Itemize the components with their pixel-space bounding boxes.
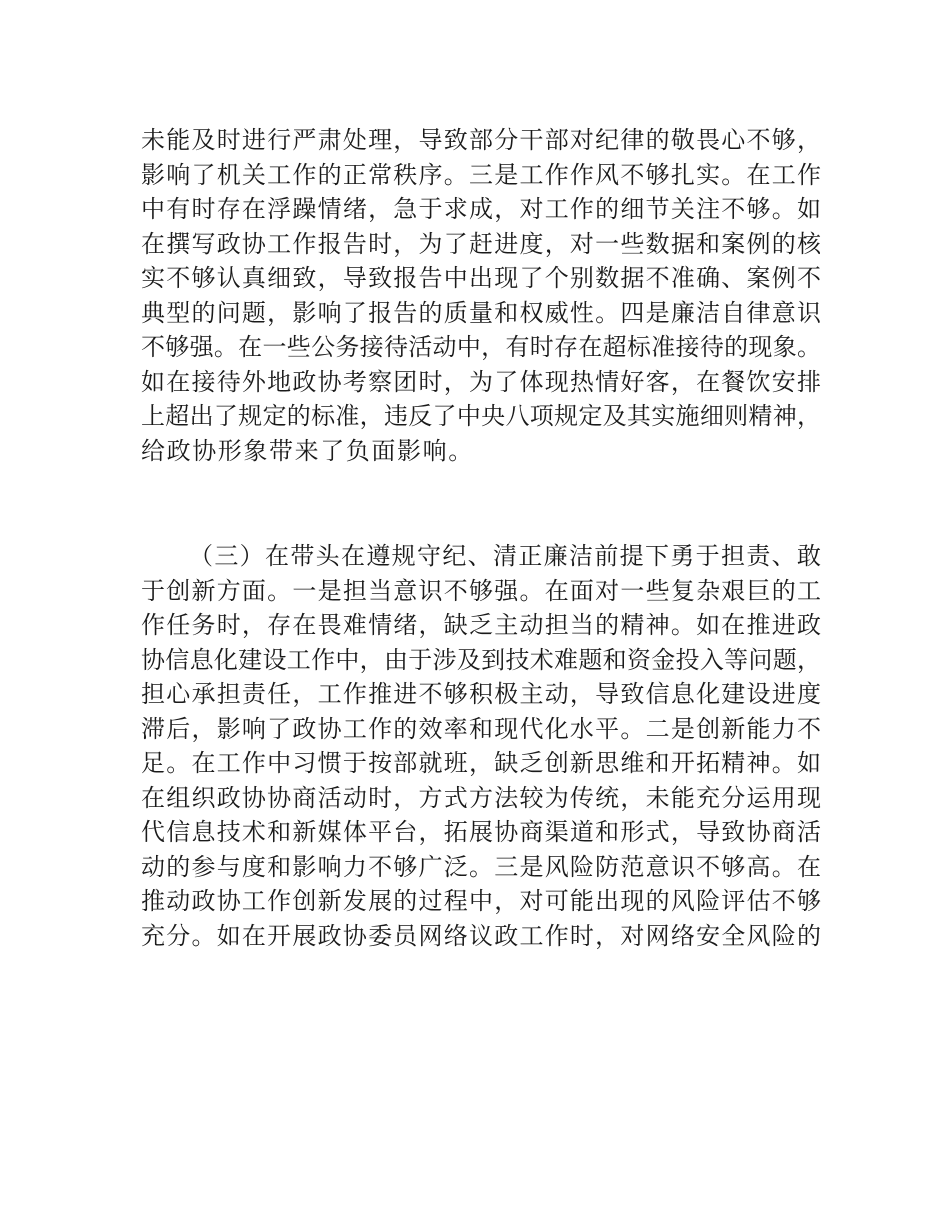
text-line: 给政协形象带来了负面影响。 xyxy=(141,436,474,465)
text-line: 担心承担责任，工作推进不够积极主动，导致信息化建设进度 xyxy=(141,680,821,708)
text-line: 作任务时，存在畏难情绪，缺乏主动担当的精神。如在推进政 xyxy=(141,611,821,639)
text-line: 充分。如在开展政协委员网络议政工作时，对网络安全风险的 xyxy=(141,921,821,950)
text-line: 协信息化建设工作中，由于涉及到技术难题和资金投入等问题， xyxy=(141,645,821,674)
text-line: 动的参与度和影响力不够广泛。三是风险防范意识不够高。在 xyxy=(141,852,821,881)
text-line: 不够强。在一些公务接待活动中，有时存在超标准接待的现象。 xyxy=(141,333,821,361)
text-line: 如在接待外地政协考察团时，为了体现热情好客，在餐饮安排 xyxy=(141,367,821,396)
paragraph-discipline-issues xyxy=(141,123,821,468)
text-line: 代信息技术和新媒体平台，拓展协商渠道和形式，导致协商活 xyxy=(141,818,821,846)
text-line: 实不够认真细致，导致报告中出现了个别数据不准确、案例不 xyxy=(141,264,821,292)
text-line: 典型的问题，影响了报告的质量和权威性。四是廉洁自律意识 xyxy=(141,298,821,327)
text-line: 于创新方面。一是担当意识不够强。在面对一些复杂艰巨的工 xyxy=(141,576,821,605)
text-line: 滞后，影响了政协工作的效率和现代化水平。二是创新能力不 xyxy=(141,714,821,743)
text-line: 中有时存在浮躁情绪，急于求成，对工作的细节关注不够。如 xyxy=(141,195,821,223)
text-line: 推动政协工作创新发展的过程中，对可能出现的风险评估不够 xyxy=(141,887,821,915)
text-line: 上超出了规定的标准，违反了中央八项规定及其实施细则精神， xyxy=(141,402,821,430)
text-line: 足。在工作中习惯于按部就班，缺乏创新思维和开拓精神。如 xyxy=(141,749,821,777)
text-line: 影响了机关工作的正常秩序。三是工作作风不够扎实。在工作 xyxy=(141,160,821,189)
text-line: 在撰写政协工作报告时，为了赶进度，对一些数据和案例的核 xyxy=(141,229,821,258)
paragraph-section-three xyxy=(141,539,821,953)
text-line: 在组织政协协商活动时，方式方法较为传统，未能充分运用现 xyxy=(141,783,821,812)
text-line: 未能及时进行严肃处理，导致部分干部对纪律的敬畏心不够， xyxy=(141,126,821,154)
section-heading-line: （三）在带头在遵规守纪、清正廉洁前提下勇于担责、敢 xyxy=(189,542,821,570)
